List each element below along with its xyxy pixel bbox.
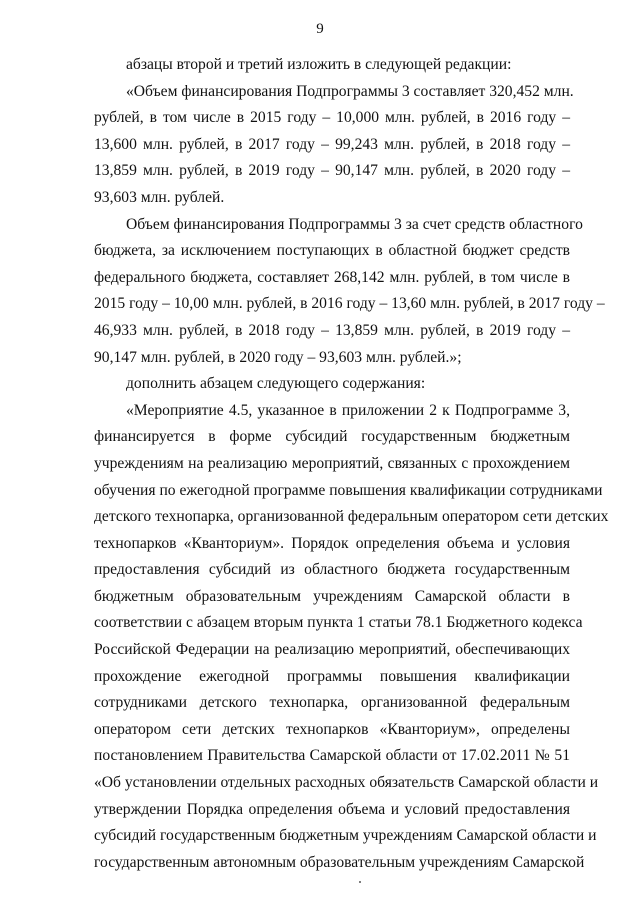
text-line: бюджетным образовательным учреждениям Самарской области в: [94, 587, 570, 605]
text-line: «Мероприятие 4.5, указанное в приложении 2 к Подпрограмме 3,: [126, 401, 570, 419]
text-line: технопарков «Кванториум». Порядок определения объема и условия: [94, 534, 570, 552]
text-line: утверждении Порядка определения объема и условий предоставления: [94, 800, 570, 818]
text-line: постановлением Правительства Самарской области от 17.02.2011 № 51: [94, 747, 570, 765]
text-line: прохождение ежегодной программы повышения квалификации: [94, 667, 570, 685]
text-line: 46,933 млн. рублей, в 2018 году – 13,859 млн. рублей, в 2019 году –: [94, 321, 570, 339]
text-line: обучения по ежегодной программе повышения квалификации сотрудниками: [94, 481, 603, 499]
text-line: 2015 году – 10,00 млн. рублей, в 2016 году – 13,60 млн. рублей, в 2017 году –: [94, 295, 605, 313]
text-line: 13,859 млн. рублей, в 2019 году – 90,147 млн. рублей, в 2020 году –: [94, 162, 570, 180]
text-line: 90,147 млн. рублей, в 2020 году – 93,603 млн. рублей.»;: [94, 348, 462, 366]
text-line: Российской Федерации на реализацию мероприятий, обеспечивающих: [94, 641, 570, 659]
text-line: Объем финансирования Подпрограммы 3 за счет средств областного: [126, 215, 583, 233]
text-line: «Объем финансирования Подпрограммы 3 составляет 320,452 млн.: [126, 82, 574, 100]
page-number: 9: [316, 21, 324, 37]
text-line: субсидий государственным бюджетным учреждениям Самарской области и: [94, 827, 597, 845]
text-line: предоставления субсидий из областного бюджета государственным: [94, 561, 570, 579]
scan-speck: [359, 881, 361, 883]
text-line: 13,600 млн. рублей, в 2017 году – 99,243 млн. рублей, в 2018 году –: [94, 135, 570, 153]
text-line: бюджета, за исключением поступающих в областной бюджет средств: [94, 242, 570, 260]
text-line: соответствии с абзацем вторым пункта 1 статьи 78.1 Бюджетного кодекса: [94, 614, 583, 632]
text-line: сотрудниками детского технопарка, организованной федеральным: [94, 694, 570, 712]
text-line: «Об установлении отдельных расходных обязательств Самарской области и: [94, 774, 599, 792]
text-line: рублей, в том числе в 2015 году – 10,000 млн. рублей, в 2016 году –: [94, 109, 570, 127]
text-line-instruction: абзацы второй и третий изложить в следующей редакции:: [126, 56, 512, 73]
document-body: [94, 52, 609, 876]
text-line: оператором сети детских технопарков «Кванториум», определены: [94, 720, 570, 738]
text-line: учреждениям на реализацию мероприятий, связанных с прохождением: [94, 454, 570, 472]
text-line: федерального бюджета, составляет 268,142 млн. рублей, в том числе в: [94, 268, 570, 286]
text-line: финансируется в форме субсидий государственным бюджетным: [94, 428, 570, 446]
text-line: детского технопарка, организованной федеральным оператором сети детских: [94, 508, 609, 526]
text-line-instruction: дополнить абзацем следующего содержания:: [126, 375, 426, 393]
text-line: государственным автономным образовательным учреждениям Самарской: [94, 853, 585, 871]
text-line: 93,603 млн. рублей.: [94, 188, 225, 206]
